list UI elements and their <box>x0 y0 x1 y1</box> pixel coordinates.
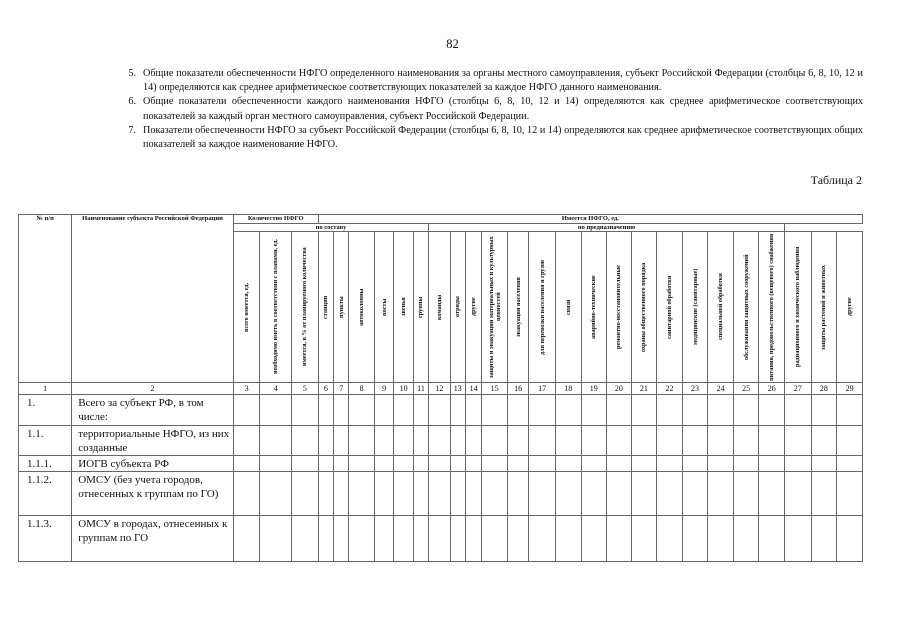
note-item <box>118 124 863 152</box>
table-cell <box>733 516 759 562</box>
table-cell <box>682 425 708 455</box>
header-composition-col-label: посты <box>380 298 388 316</box>
header-purpose-col-label: санитарной обработки <box>665 275 673 339</box>
header-by-composition: по составу <box>233 223 428 232</box>
header-purpose-col-label: ремонтно-восстановительные <box>615 265 623 350</box>
header-composition-col <box>413 232 428 383</box>
table-cell <box>708 472 734 516</box>
table-cell <box>631 456 657 472</box>
table-cell <box>811 516 837 562</box>
notes-list <box>118 67 863 152</box>
table-cell <box>733 425 759 455</box>
table-cell <box>429 425 450 455</box>
table-cell <box>413 456 428 472</box>
table-cell <box>482 395 508 425</box>
column-number: 13 <box>450 383 465 395</box>
table-cell <box>318 425 333 455</box>
column-number: 28 <box>811 383 837 395</box>
row-number: 1.1.1. <box>19 456 72 472</box>
table-cell <box>429 472 450 516</box>
table-cell <box>682 516 708 562</box>
table-cell <box>784 456 811 472</box>
header-composition-col <box>450 232 465 383</box>
header-quantity: Количество НФГО <box>233 215 318 224</box>
column-number: 4 <box>260 383 292 395</box>
table-cell <box>233 425 260 455</box>
table-cell <box>260 472 292 516</box>
table-cell <box>482 425 508 455</box>
header-purpose-col <box>607 232 632 383</box>
header-composition-col <box>349 232 375 383</box>
column-number: 20 <box>607 383 632 395</box>
table-cell <box>334 472 349 516</box>
table-cell <box>334 425 349 455</box>
table-cell <box>657 425 683 455</box>
column-number: 7 <box>334 383 349 395</box>
table-cell <box>607 456 632 472</box>
table-cell <box>349 395 375 425</box>
row-number: 1.1. <box>19 425 72 455</box>
column-number: 9 <box>374 383 393 395</box>
header-purpose-col <box>507 232 528 383</box>
table-cell <box>413 472 428 516</box>
header-composition-col-label: команды <box>435 294 443 320</box>
column-number: 11 <box>413 383 428 395</box>
column-number: 29 <box>837 383 863 395</box>
table-cell <box>482 472 508 516</box>
header-composition-col-label: станции <box>322 295 330 319</box>
table-cell <box>233 395 260 425</box>
table-cell <box>260 516 292 562</box>
table-cell <box>318 516 333 562</box>
table-cell <box>529 395 556 425</box>
table-cell <box>529 516 556 562</box>
column-number: 19 <box>581 383 607 395</box>
table-cell <box>394 472 413 516</box>
table-cell <box>529 456 556 472</box>
table-cell <box>733 395 759 425</box>
table-cell <box>607 516 632 562</box>
table-cell <box>581 395 607 425</box>
table-cell <box>450 395 465 425</box>
table-cell <box>555 472 581 516</box>
table-cell <box>318 395 333 425</box>
table-cell <box>413 516 428 562</box>
table-cell <box>292 516 319 562</box>
note-text: Показатели обеспеченности НФГО за субъект Российской Федерации (столбцы 6, 8, 10, 12 и 14) определяются как среднее арифметическое соответствующих общих показателей за каждое наименование НФГО. <box>143 124 863 151</box>
header-composition-col-label: другие <box>470 297 478 317</box>
header-quantity-col-label: имеется, в % от планируемого количества <box>301 247 309 367</box>
column-number: 1 <box>19 383 72 395</box>
table-cell <box>581 472 607 516</box>
table-cell <box>837 516 863 562</box>
column-number: 2 <box>72 383 234 395</box>
table-cell <box>450 456 465 472</box>
table-cell <box>759 425 785 455</box>
table-cell <box>708 425 734 455</box>
table-cell <box>374 456 393 472</box>
table-cell <box>811 425 837 455</box>
table-cell <box>482 456 508 472</box>
table-cell <box>759 395 785 425</box>
table-cell <box>784 425 811 455</box>
table-cell <box>465 456 481 472</box>
header-purpose-col <box>811 232 837 383</box>
column-number: 12 <box>429 383 450 395</box>
table-cell <box>733 472 759 516</box>
header-quantity-col-label: необходимо иметь в соответствии с планами, ед. <box>272 239 280 375</box>
table-cell <box>349 516 375 562</box>
table-cell <box>555 395 581 425</box>
table-cell <box>682 456 708 472</box>
table-cell <box>429 395 450 425</box>
table-cell <box>413 395 428 425</box>
table-cell <box>292 395 319 425</box>
header-no: № п/п <box>19 215 72 383</box>
table-cell <box>657 472 683 516</box>
table-cell <box>260 395 292 425</box>
table-cell <box>450 472 465 516</box>
header-quantity-col <box>233 232 260 383</box>
table-cell <box>334 395 349 425</box>
table-cell <box>413 425 428 455</box>
table-cell <box>429 516 450 562</box>
header-quantity-col <box>292 232 319 383</box>
table-cell <box>507 456 528 472</box>
row-label: ОМСУ (без учета городов, отнесенных к группам по ГО) <box>72 472 234 516</box>
header-purpose-col-label: защиты растений и животных <box>820 264 828 350</box>
header-purpose-col-label: специальной обработки <box>717 273 725 341</box>
table-cell <box>429 456 450 472</box>
table-row <box>19 395 863 425</box>
table-row <box>19 516 863 562</box>
table-cell <box>450 516 465 562</box>
column-number: 26 <box>759 383 785 395</box>
table-cell <box>374 516 393 562</box>
header-composition-col <box>374 232 393 383</box>
header-composition-col-label: звенья <box>400 297 408 317</box>
table-cell <box>374 425 393 455</box>
header-composition-col <box>318 232 333 383</box>
header-purpose-col <box>555 232 581 383</box>
table-cell <box>607 395 632 425</box>
table-cell <box>631 425 657 455</box>
table-2 <box>18 214 863 562</box>
column-number: 24 <box>708 383 734 395</box>
table-cell <box>631 516 657 562</box>
table-cell <box>657 516 683 562</box>
header-purpose-col-label: аварийно-технические <box>590 275 598 340</box>
table-cell <box>759 456 785 472</box>
header-purpose-col-label: питания, продовольственного (вещевого) снабжения <box>768 233 776 381</box>
header-purpose-col <box>631 232 657 383</box>
table-cell <box>708 516 734 562</box>
header-purpose-col <box>708 232 734 383</box>
table-cell <box>334 456 349 472</box>
column-number: 8 <box>349 383 375 395</box>
header-purpose-col-label: радиационного и химического наблюдения <box>794 247 802 368</box>
table-cell <box>465 472 481 516</box>
table-cell <box>292 472 319 516</box>
header-composition-col-label: отряды <box>454 296 462 318</box>
table-cell <box>507 472 528 516</box>
header-purpose-col-label: обслуживания защитных сооружений <box>742 254 750 360</box>
header-composition-col-label: пункты <box>337 296 345 319</box>
table-cell <box>784 516 811 562</box>
column-number: 16 <box>507 383 528 395</box>
column-number: 22 <box>657 383 683 395</box>
row-label: ИОГВ субъекта РФ <box>72 456 234 472</box>
header-purpose-col <box>733 232 759 383</box>
note-text: Общие показатели обеспеченности НФГО определенного наименования за органы местного самоуправления, субъект Российской Федерации (столбцы 6, 8, 10, 12 и 14) определяются как среднее арифметическое соответствующих показателей за каждое НФГО данного наименования. <box>143 68 863 94</box>
table-cell <box>465 516 481 562</box>
table-cell <box>394 516 413 562</box>
table-cell <box>507 516 528 562</box>
header-composition-col <box>465 232 481 383</box>
table-cell <box>482 516 508 562</box>
table-cell <box>657 456 683 472</box>
table-cell <box>555 516 581 562</box>
note-number: 6. <box>128 96 136 108</box>
table-cell <box>811 472 837 516</box>
header-purpose-col-label: для перевозки населения и грузов <box>538 259 546 355</box>
header-available: Имеется НФГО, ед. <box>318 215 862 224</box>
table-cell <box>581 516 607 562</box>
table-cell <box>759 472 785 516</box>
note-number: 7. <box>128 124 136 136</box>
row-label: территориальные НФГО, из них созданные <box>72 425 234 455</box>
column-number: 21 <box>631 383 657 395</box>
table-cell <box>334 516 349 562</box>
table-cell <box>682 472 708 516</box>
header-quantity-col <box>260 232 292 383</box>
note-item <box>118 95 863 123</box>
column-number: 17 <box>529 383 556 395</box>
table-cell <box>507 425 528 455</box>
table-cell <box>349 456 375 472</box>
header-purpose-col <box>682 232 708 383</box>
table-cell <box>260 456 292 472</box>
header-purpose-col <box>657 232 683 383</box>
table-cell <box>784 472 811 516</box>
table-cell <box>233 516 260 562</box>
row-label: ОМСУ в городах, отнесенных к группам по ГО <box>72 516 234 562</box>
header-purpose-col <box>759 232 785 383</box>
table-cell <box>465 395 481 425</box>
table-cell <box>349 472 375 516</box>
header-purpose-col-label: связи <box>564 299 572 315</box>
table-cell <box>394 425 413 455</box>
table-cell <box>631 395 657 425</box>
header-purpose-col-label: медицинские (санитарные) <box>691 268 699 346</box>
table-cell <box>708 456 734 472</box>
header-purpose-col <box>837 232 863 383</box>
row-label: Всего за субъект РФ, в том числе: <box>72 395 234 425</box>
column-number: 27 <box>784 383 811 395</box>
column-number: 10 <box>394 383 413 395</box>
page-number: 82 <box>446 37 459 51</box>
table-cell <box>374 395 393 425</box>
header-by-purpose: по предназначению <box>429 223 785 232</box>
column-number: 3 <box>233 383 260 395</box>
header-purpose-col-label: другие <box>846 297 854 317</box>
table-cell <box>581 425 607 455</box>
row-number: 1.1.3. <box>19 516 72 562</box>
header-purpose-col <box>581 232 607 383</box>
table-cell <box>318 472 333 516</box>
table-cell <box>374 472 393 516</box>
table-cell <box>784 395 811 425</box>
table-cell <box>657 395 683 425</box>
table-cell <box>394 395 413 425</box>
table-cell <box>682 395 708 425</box>
table-cell <box>260 425 292 455</box>
column-number: 23 <box>682 383 708 395</box>
table-cell <box>465 425 481 455</box>
table-cell <box>233 456 260 472</box>
table-cell <box>837 456 863 472</box>
header-purpose-col <box>529 232 556 383</box>
column-number: 15 <box>482 383 508 395</box>
table-cell <box>708 395 734 425</box>
table-cell <box>811 456 837 472</box>
table-cell <box>581 456 607 472</box>
table-cell <box>292 456 319 472</box>
row-number: 1. <box>19 395 72 425</box>
header-composition-col-label: группы <box>417 296 425 318</box>
header-quantity-col-label: всего имеется, ед. <box>243 282 251 332</box>
column-number: 5 <box>292 383 319 395</box>
header-purpose-col-label: защиты и эвакуации материальных и культурных ценностей <box>487 236 502 379</box>
table-cell <box>555 425 581 455</box>
header-composition-col <box>429 232 450 383</box>
table-cell <box>349 425 375 455</box>
column-number: 18 <box>555 383 581 395</box>
note-text: Общие показатели обеспеченности каждого наименования НФГО (столбцы 6, 8, 10, 12 и 14) определяются как среднее арифметическое соответствующих показателей за каждый орган местного самоуправления, субъект Российской Федерации. <box>143 96 863 122</box>
table-cell <box>529 425 556 455</box>
table-cell <box>292 425 319 455</box>
table-cell <box>607 472 632 516</box>
header-purpose-col <box>784 232 811 383</box>
table-cell <box>318 456 333 472</box>
table-cell <box>507 395 528 425</box>
header-composition-col <box>394 232 413 383</box>
row-number: 1.1.2. <box>19 472 72 516</box>
header-name: Наименование субъекта Российской Федерации <box>72 215 234 383</box>
table-cell <box>733 456 759 472</box>
header-purpose-col-label: эвакуации населения <box>514 277 522 338</box>
table-cell <box>837 395 863 425</box>
column-number: 25 <box>733 383 759 395</box>
table-cell <box>811 395 837 425</box>
table-cell <box>529 472 556 516</box>
table-row <box>19 425 863 455</box>
header-purpose-col <box>482 232 508 383</box>
table-cell <box>759 516 785 562</box>
table-cell <box>450 425 465 455</box>
table-cell <box>631 472 657 516</box>
header-purpose-col-label: охраны общественного порядка <box>640 262 648 352</box>
header-composition-col-label: автоколонны <box>358 288 366 326</box>
table-caption: Таблица 2 <box>810 173 862 187</box>
header-composition-col <box>334 232 349 383</box>
column-number: 6 <box>318 383 333 395</box>
note-item <box>118 67 863 95</box>
column-number: 14 <box>465 383 481 395</box>
table-cell <box>607 425 632 455</box>
table-cell <box>394 456 413 472</box>
table-cell <box>233 472 260 516</box>
table-row <box>19 472 863 516</box>
note-number: 5. <box>128 68 136 79</box>
table-cell <box>837 472 863 516</box>
table-cell <box>837 425 863 455</box>
table-row <box>19 456 863 472</box>
table-cell <box>555 456 581 472</box>
